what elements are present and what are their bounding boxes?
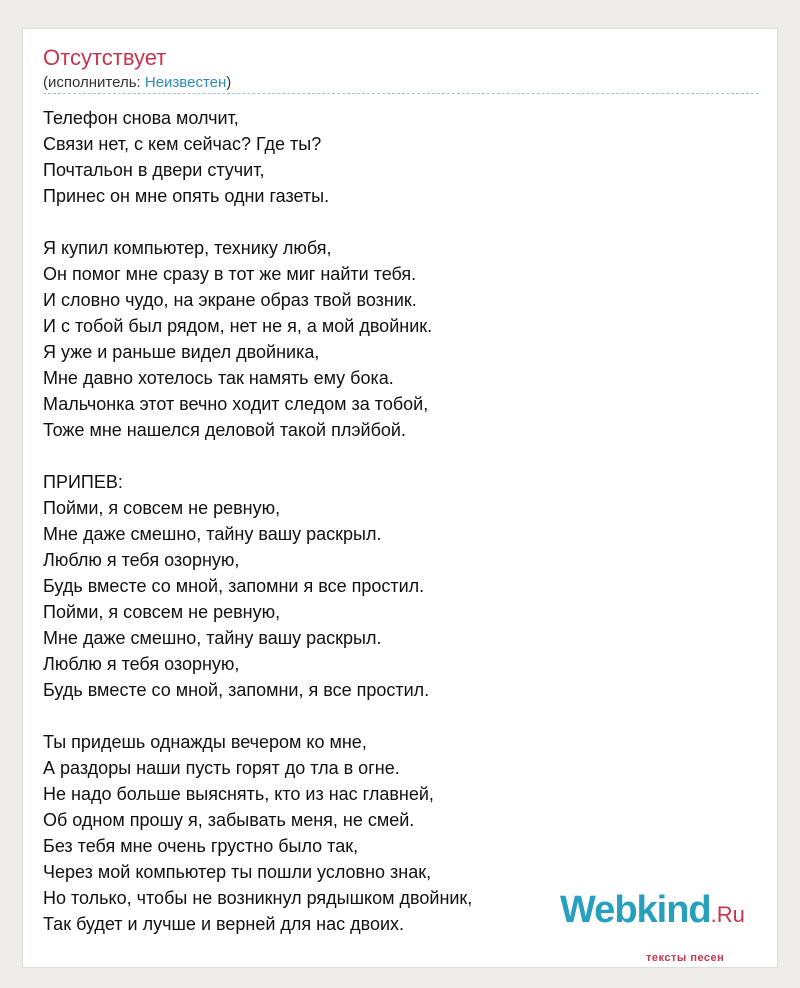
lyric-line: Он помог мне сразу в тот же миг найти тебя. xyxy=(43,264,417,284)
logo-wordmark xyxy=(560,890,745,935)
song-title: Отсутствует xyxy=(43,45,167,70)
lyric-line: Об одном прошу я, забывать меня, не смей. xyxy=(43,810,415,830)
lyric-line: Ты придешь однажды вечером ко мне, xyxy=(43,732,367,752)
lyric-line: Связи нет, с кем сейчас? Где ты? xyxy=(43,134,322,154)
stanza xyxy=(43,235,743,443)
lyric-line: Люблю я тебя озорную, xyxy=(43,550,240,570)
logo-tld: .Ru xyxy=(710,902,745,927)
divider xyxy=(43,93,759,94)
artist-suffix: ) xyxy=(226,74,232,91)
stanza-chorus xyxy=(43,469,743,703)
lyric-line: Мальчонка этот вечно ходит следом за тобой, xyxy=(43,394,429,414)
webkind-logo[interactable] xyxy=(560,889,760,964)
lyric-line: Не надо больше выяснять, кто из нас главней, xyxy=(43,784,434,804)
lyric-line: Я уже и раньше видел двойника, xyxy=(43,342,320,362)
lyric-line: Пойми, я совсем не ревную, xyxy=(43,602,281,622)
artist-link[interactable]: Неизвестен xyxy=(144,74,227,91)
logo-main-text: Webkind xyxy=(560,889,711,931)
lyric-line: И с тобой был рядом, нет не я, а мой двойник. xyxy=(43,316,433,336)
lyric-line: Так будет и лучше и верней для нас двоих. xyxy=(43,914,405,934)
chorus-heading: ПРИПЕВ: xyxy=(43,472,123,492)
lyric-line: Мне даже смешно, тайну вашу раскрыл. xyxy=(43,524,382,544)
lyric-line: Мне давно хотелось так намять ему бока. xyxy=(43,368,394,388)
lyric-line: Будь вместе со мной, запомни я все простил. xyxy=(43,576,425,596)
lyrics-card xyxy=(22,28,778,968)
stanza xyxy=(43,105,743,209)
lyric-line: Будь вместе со мной, запомни, я все простил. xyxy=(43,680,430,700)
lyric-line: И словно чудо, на экране образ твой возник. xyxy=(43,290,417,310)
lyric-line: Но только, чтобы не возникнул рядышком двойник, xyxy=(43,888,473,908)
lyric-line: Почтальон в двери стучит, xyxy=(43,160,265,180)
artist-line xyxy=(43,73,231,93)
lyric-line: Через мой компьютер ты пошли условно знак, xyxy=(43,862,432,882)
lyric-line: Я купил компьютер, технику любя, xyxy=(43,238,332,258)
lyric-line: Люблю я тебя озорную, xyxy=(43,654,240,674)
logo-tagline: тексты песен xyxy=(646,952,725,964)
lyric-line: Без тебя мне очень грустно было так, xyxy=(43,836,359,856)
lyric-line: Мне даже смешно, тайну вашу раскрыл. xyxy=(43,628,382,648)
lyric-line: Тоже мне нашелся деловой такой плэйбой. xyxy=(43,420,406,440)
lyric-line: А раздоры наши пусть горят до тла в огне. xyxy=(43,758,400,778)
artist-prefix: (исполнитель: xyxy=(43,74,145,91)
lyrics-text xyxy=(43,105,743,963)
lyric-line: Телефон снова молчит, xyxy=(43,108,239,128)
lyric-line: Пойми, я совсем не ревную, xyxy=(43,498,281,518)
lyric-line: Принес он мне опять одни газеты. xyxy=(43,186,330,206)
